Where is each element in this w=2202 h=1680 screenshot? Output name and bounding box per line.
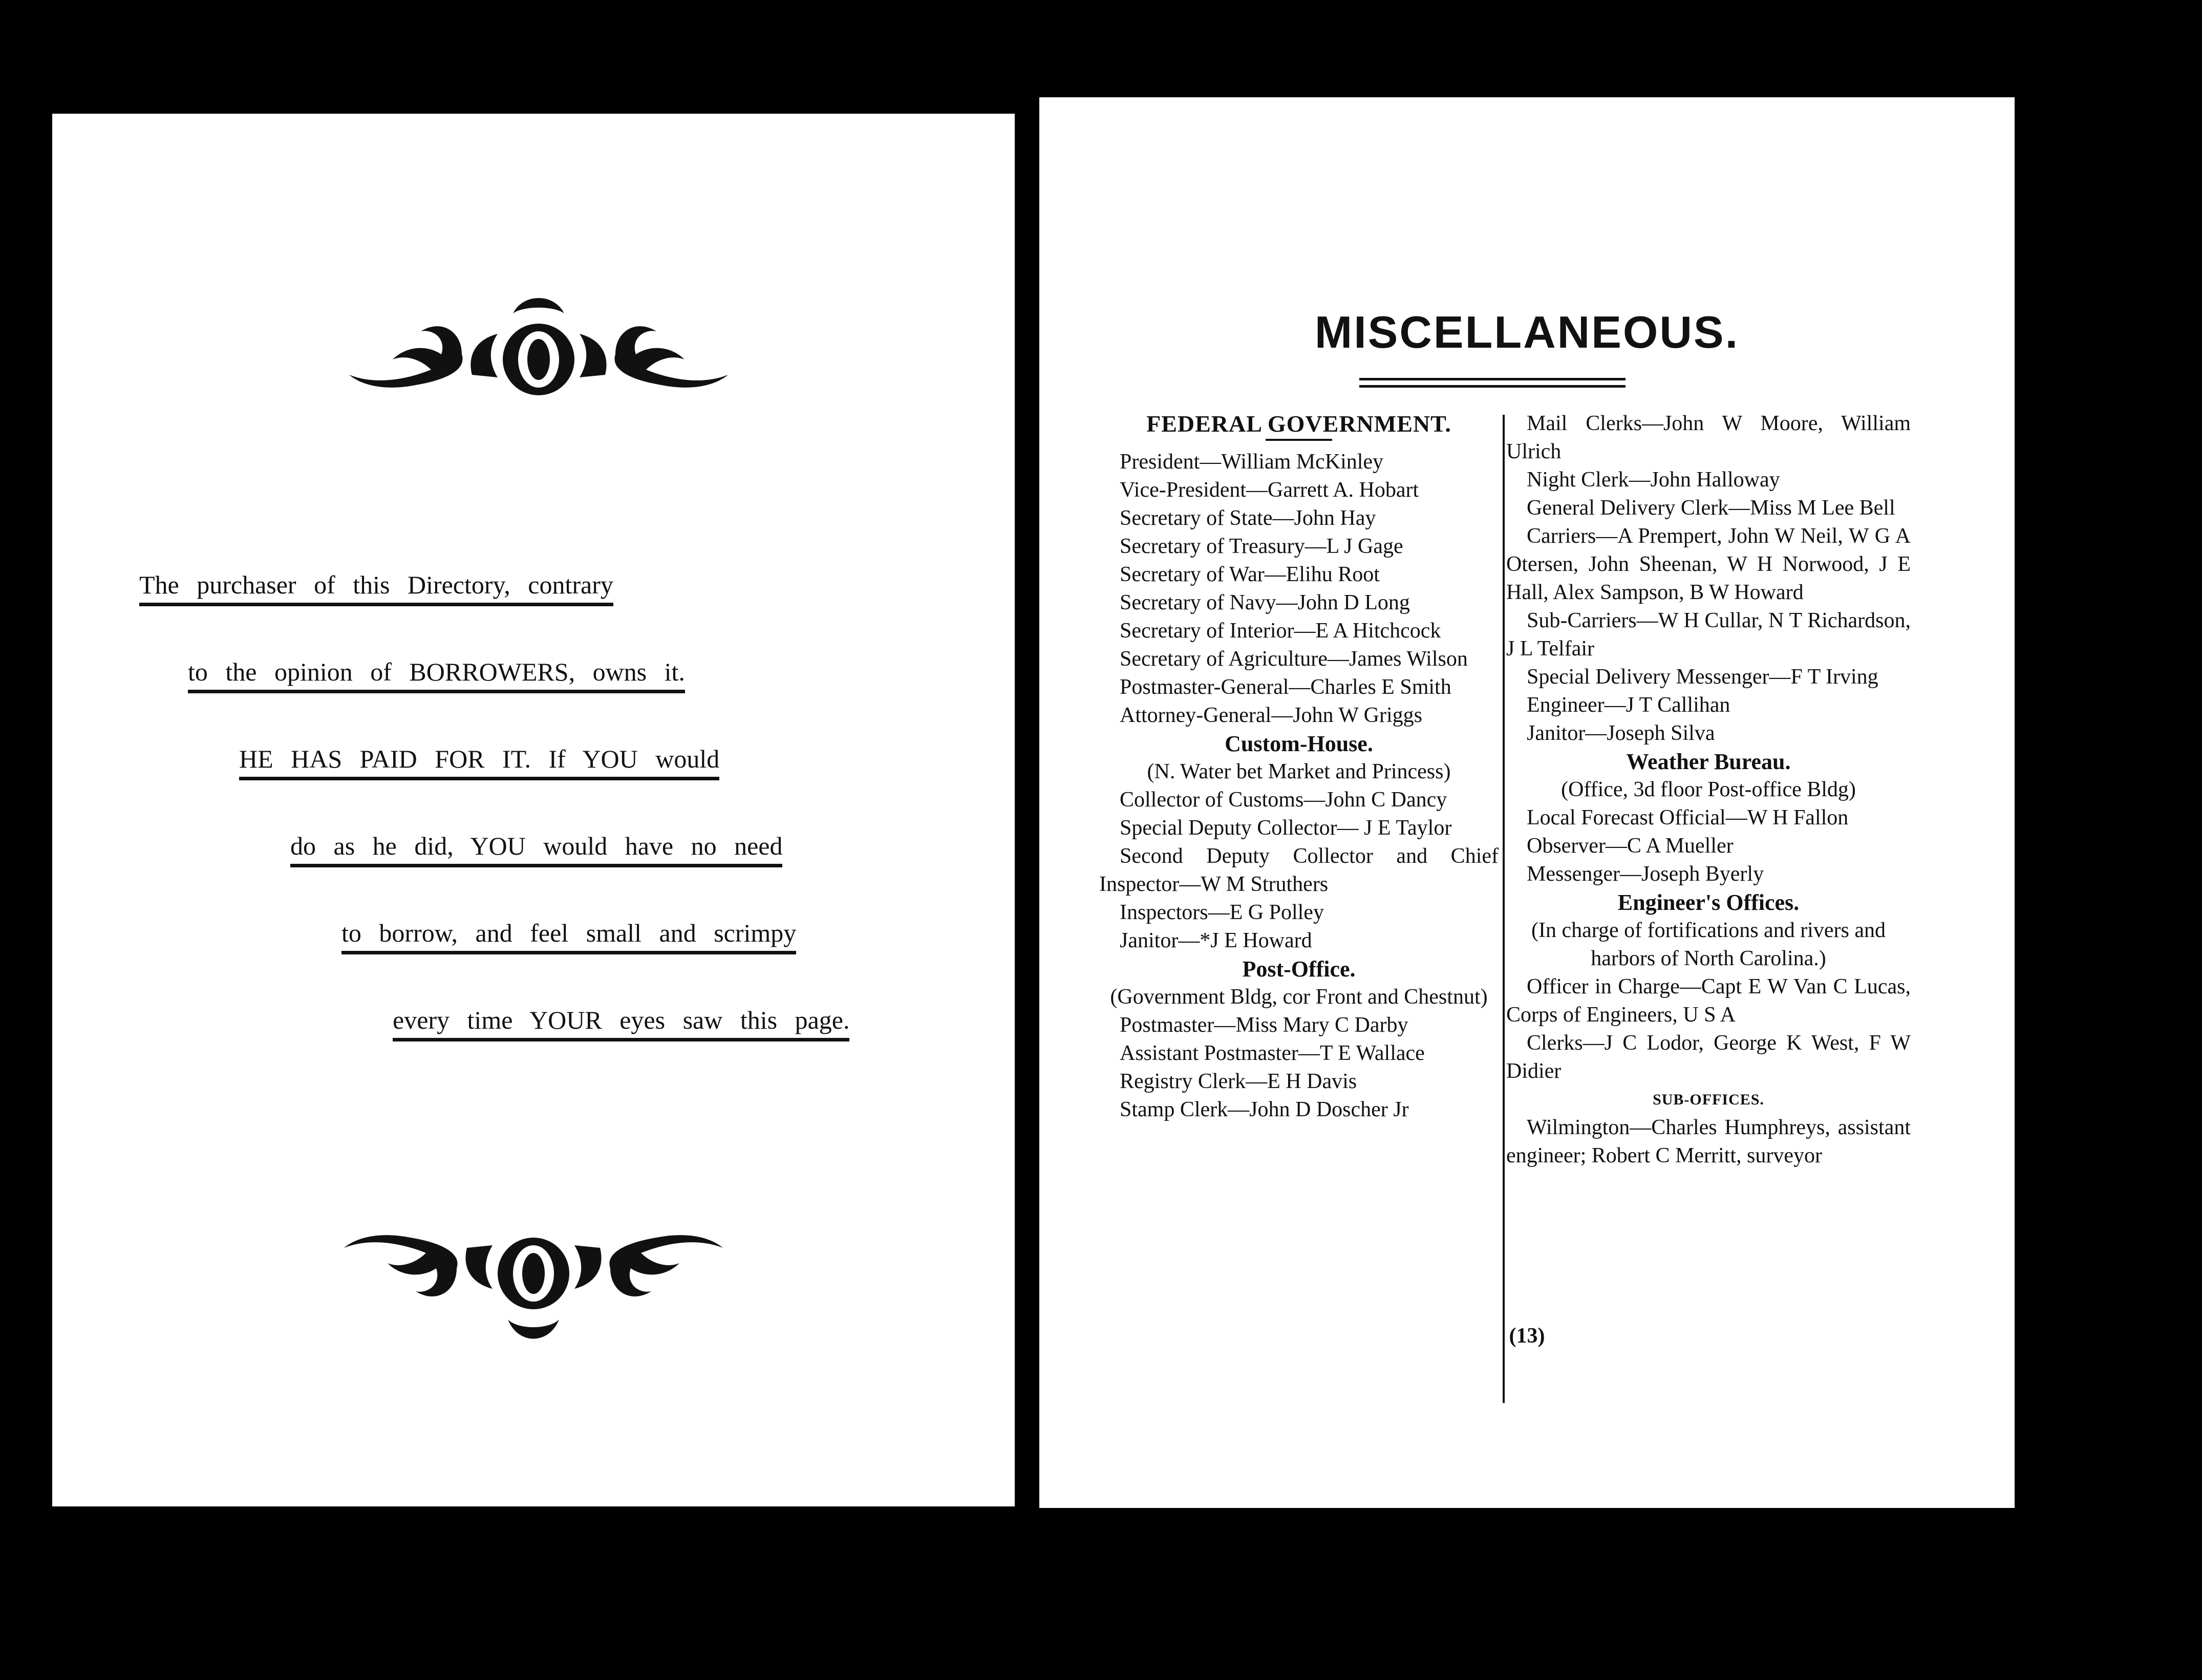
engineers-offices-heading: Engineer's Offices.: [1617, 890, 1800, 915]
notice-line-2: to the opinion of BORROWERS, owns it.: [188, 659, 685, 693]
federal-government-heading: FEDERAL GOVERNMENT.: [1146, 411, 1451, 437]
list-item: Engineer—J T Callihan: [1527, 693, 1730, 717]
list-item: Secretary of State—John Hay: [1120, 506, 1376, 530]
list-item: Registry Clerk—E H Davis: [1120, 1070, 1357, 1093]
notice-line-5: to borrow, and feel small and scrimpy: [341, 920, 796, 954]
list-item: Sub-Carriers—W H Cullar, N T Richardson, J L Telfair: [1506, 609, 1911, 661]
list-item: Stamp Clerk—John D Doscher Jr: [1120, 1098, 1409, 1121]
custom-house-note: (N. Water bet Market and Princess): [1147, 760, 1451, 783]
list-item: Attorney-General—John W Griggs: [1120, 704, 1422, 727]
list-item: Special Delivery Messenger—F T Irving: [1527, 665, 1878, 689]
top-ornament-icon: [344, 283, 733, 400]
list-item: Janitor—Joseph Silva: [1527, 721, 1715, 745]
list-item: Postmaster—Miss Mary C Darby: [1120, 1013, 1408, 1037]
list-item: Secretary of Navy—John D Long: [1120, 591, 1410, 614]
list-item: Assistant Postmaster—T E Wallace: [1120, 1041, 1425, 1065]
list-item: Local Forecast Official—W H Fallon: [1527, 806, 1849, 830]
notice-line-6: every time YOUR eyes saw this page.: [393, 1007, 849, 1041]
left-page: [52, 114, 1015, 1506]
list-item: Night Clerk—John Halloway: [1527, 468, 1780, 492]
list-item: Secretary of Treasury—L J Gage: [1120, 535, 1403, 558]
page-number: (13): [1509, 1324, 1545, 1348]
title-rule-upper: [1359, 378, 1626, 380]
list-item: Vice-President—Garrett A. Hobart: [1120, 478, 1419, 502]
list-item: President—William McKinley: [1120, 450, 1384, 474]
notice-line-1: The purchaser of this Directory, contrary: [139, 572, 613, 606]
list-item: Officer in Charge—Capt E W Van C Lucas, Corps of Engineers, U S A: [1506, 975, 1911, 1027]
list-item: Inspectors—E G Polley: [1120, 901, 1324, 924]
left-column: [1099, 410, 1499, 1124]
list-item: Janitor—*J E Howard: [1120, 929, 1312, 952]
list-item: Clerks—J C Lodor, George K West, F W Didier: [1506, 1031, 1911, 1083]
weather-bureau-heading: Weather Bureau.: [1626, 749, 1791, 774]
post-office-heading: Post-Office.: [1242, 956, 1356, 982]
list-item: Collector of Customs—John C Dancy: [1120, 788, 1447, 812]
list-item: Secretary of War—Elihu Root: [1120, 563, 1380, 586]
notice-line-4: do as he did, YOU would have no need: [290, 833, 782, 867]
list-item: Messenger—Joseph Byerly: [1527, 862, 1764, 886]
column-divider: [1503, 415, 1505, 1403]
list-item: Second Deputy Collector and Chief Inspector—W M Struthers: [1099, 844, 1499, 896]
sub-offices-heading: SUB-OFFICES.: [1653, 1091, 1764, 1108]
list-item: General Delivery Clerk—Miss M Lee Bell: [1527, 496, 1895, 520]
post-office-note: (Government Bldg, cor Front and Chestnut): [1110, 985, 1488, 1009]
page-title: MISCELLANEOUS.: [1314, 307, 1740, 357]
list-item: Secretary of Interior—E A Hitchcock: [1120, 619, 1441, 643]
weather-bureau-note: (Office, 3d floor Post-office Bldg): [1561, 778, 1856, 801]
right-column: [1506, 410, 1911, 1170]
list-item: Mail Clerks—John W Moore, William Ulrich: [1506, 412, 1911, 463]
engineers-offices-note: (In charge of fortifications and rivers and harbors of North Carolina.): [1531, 919, 1886, 970]
list-item: Secretary of Agriculture—James Wilson: [1120, 647, 1468, 671]
list-item: Postmaster-General—Charles E Smith: [1120, 675, 1451, 699]
right-page: [1039, 97, 2015, 1508]
list-item: Wilmington—Charles Humphreys, assistant engineer; Robert C Merritt, surveyor: [1506, 1116, 1911, 1167]
custom-house-heading: Custom-House.: [1225, 731, 1373, 756]
list-item: Special Deputy Collector— J E Taylor: [1120, 816, 1452, 840]
heading-rule: [1266, 439, 1332, 441]
list-item: Carriers—A Prempert, John W Neil, W G A Otersen, John Sheenan, W H Norwood, J E Hall, Alex Sampson, B W Howard: [1506, 524, 1911, 604]
title-rule-lower: [1359, 385, 1626, 388]
bottom-ornament-icon: [339, 1227, 728, 1360]
list-item: Observer—C A Mueller: [1527, 834, 1734, 858]
notice-line-3: HE HAS PAID FOR IT. If YOU would: [239, 746, 719, 780]
